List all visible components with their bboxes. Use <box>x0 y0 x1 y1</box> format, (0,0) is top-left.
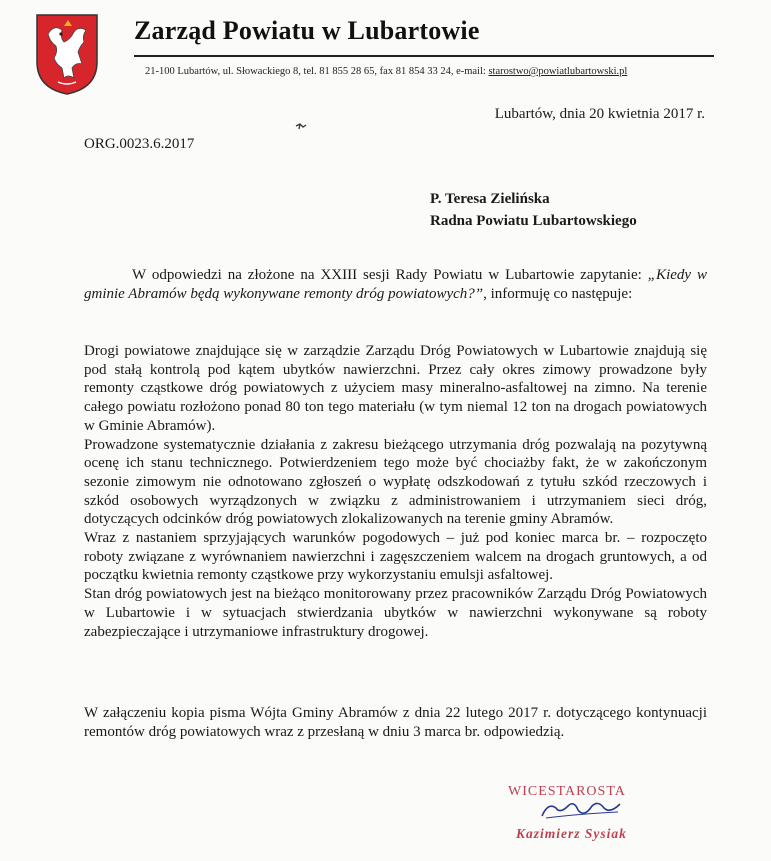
recipient-block <box>430 188 637 232</box>
signature-stamp <box>508 784 658 850</box>
intro-quote: „Kiedy w gminie Abramów będą wykonywane remonty dróg powiatowych?” <box>84 267 707 302</box>
signature-title: WICESTAROSTA <box>508 784 626 799</box>
signature-name: Kazimierz Sysiak <box>516 826 627 841</box>
closing-paragraph: W załączeniu kopia pisma Wójta Gminy Abramów z dnia 22 lutego 2017 r. dotyczącego kontynuacji remontów dróg powiatowych wraz z przesłaną w dniu 3 marca br. odpowiedzią. <box>84 705 707 740</box>
intro-tail: , informuję co następuje: <box>483 285 633 302</box>
intro-text: W odpowiedzi na złożone na XXIII sesji Rady Powiatu w Lubartowie zapytanie: <box>132 267 648 283</box>
body-paragraph: Wraz z nastaniem sprzyjających warunków pogodowych – już pod koniec marca br. – rozpoczęto roboty związane z wyrównaniem nawierzchni i zagęszczeniem walcem na drogach gruntowych, a od początku kwietnia remonty cząstkowe przy wykorzystaniu emulsji asfaltowej. <box>84 530 707 584</box>
intro-paragraph <box>84 266 707 303</box>
body-paragraph: Stan dróg powiatowych jest na bieżąco monitorowany przez pracowników Zarządu Dróg Powiatowych w Lubartowie i w sytuacjach stwierdzania ubytków w nawierzchni wykonywane są roboty zabezpieczające i utrzymaniowe infrastruktury drogowej. <box>84 586 707 640</box>
body-paragraph: Drogi powiatowe znajdujące się w zarządzie Zarządu Dróg Powiatowych w Lubartowie znajdują się pod stałą kontrolą pod kątem ubytków nawierzchni. Przez cały okres zimowy prowadzone były remonty cząstkowe dróg powiatowych z użyciem masy mineralno-asfaltowej na zimno. Na terenie całego powiatu rozłożono ponad 80 ton tego materiału (w tym niemal 12 ton na drogach powiatowych w Gminie Abramów). <box>84 343 707 434</box>
letter-date: Lubartów, dnia 20 kwietnia 2017 r. <box>494 106 705 122</box>
scan-speck <box>294 120 308 132</box>
contact-email-link[interactable]: starostwo@powiatlubartowski.pl <box>488 66 628 77</box>
header-contact-line <box>145 66 627 77</box>
coat-of-arms-icon <box>34 12 100 96</box>
reference-number: ORG.0023.6.2017 <box>84 136 195 152</box>
recipient-name: P. Teresa Zielińska <box>430 191 550 207</box>
recipient-role: Radna Powiatu Lubartowskiego <box>430 213 637 229</box>
contact-address: 21-100 Lubartów, ul. Słowackiego 8, tel. 81 855 28 65, fax 81 854 33 24, e-mail: <box>145 66 489 77</box>
letter-body <box>84 342 707 641</box>
header-divider <box>134 55 714 57</box>
body-paragraph: Prowadzone systematycznie działania z zakresu bieżącego utrzymania dróg pozwalają na pozytywną ocenę ich stanu technicznego. Potwierdzeniem tego może być chociażby fakt, że w zakończonym sezonie zimowym nie odnotowano zgłoszeń o wypłatę odszkodowań z tytułu szkód rzeczowych i szkód osobowych wyrządzonych w związku z administrowaniem i utrzymaniem sieci dróg, dotyczących odcinków dróg powiatowych zlokalizowanych na terenie gminy Abramów. <box>84 436 707 528</box>
handwritten-signature <box>538 796 624 822</box>
organization-title: Zarząd Powiatu w Lubartowie <box>134 16 480 45</box>
